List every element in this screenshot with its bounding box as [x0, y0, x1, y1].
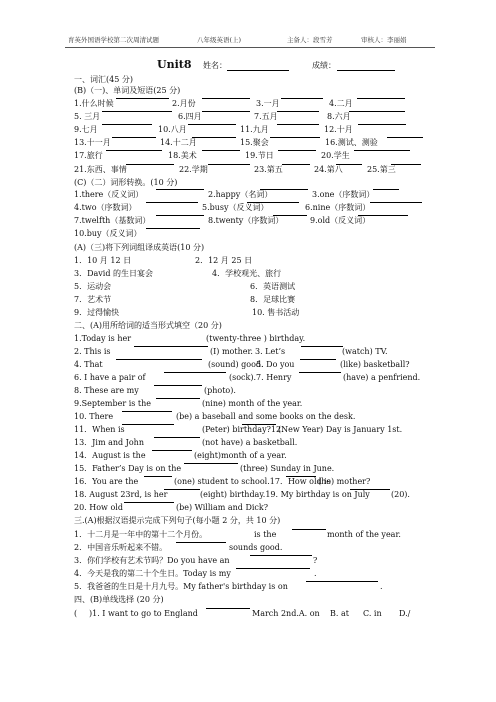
exam-line [74, 437, 434, 449]
line-text: 1．十二月是一年中的第十二个月份。 [74, 530, 208, 539]
line-text: ( [74, 609, 78, 618]
line-text: 4．今天是我的第二十个生日。Today is my [74, 569, 231, 578]
line-text: 6. I have a pair of [74, 373, 146, 382]
line-text: (nine) month of the year. [202, 399, 303, 408]
line-text: 8．足球比赛 [250, 295, 296, 304]
exam-line [74, 150, 434, 162]
line-text: (sock).7. Henry [229, 373, 292, 382]
line-text: (eight) birthday.19. My birthday is on July [200, 490, 370, 499]
answer-blank[interactable] [250, 555, 312, 556]
line-text: sounds good. [229, 543, 283, 552]
answer-blank[interactable] [124, 502, 174, 503]
line-text: 4. That [74, 360, 103, 369]
line-text: (photo). [204, 386, 236, 395]
line-text: is the [254, 530, 277, 539]
line-text: )1. I want to go to England [89, 609, 198, 618]
answer-blank[interactable] [102, 124, 152, 125]
exam-line [74, 385, 434, 397]
exam-line [74, 294, 434, 306]
answer-blank[interactable] [336, 164, 362, 165]
line-text: 2.月份 [172, 99, 196, 108]
line-text: . [380, 582, 383, 591]
exam-line [74, 98, 434, 110]
answer-blank[interactable] [126, 164, 174, 165]
line-text: 14．August is the [74, 451, 146, 460]
exam-line [74, 555, 434, 567]
exam-line [74, 476, 434, 488]
line-text: 9.old（反义词） [310, 216, 371, 225]
answer-blank[interactable] [358, 124, 406, 125]
line-text: (three) Sunday in June. [240, 464, 335, 473]
line-text: B. at [330, 609, 349, 618]
line-text: (one) student to school.17．How old is [174, 477, 331, 486]
answer-blank[interactable] [281, 98, 323, 99]
answer-blank[interactable] [146, 228, 200, 229]
exam-line [74, 215, 434, 227]
answer-blank[interactable] [306, 581, 378, 582]
answer-blank[interactable] [202, 150, 240, 151]
exam-line [74, 242, 434, 254]
line-text: 5. Do you [256, 360, 295, 369]
line-text: 18. August 23rd, is her [74, 490, 168, 499]
line-text: 23.第五 [254, 165, 283, 174]
exam-line [74, 398, 434, 410]
exam-line [74, 333, 434, 345]
score-blank[interactable] [337, 70, 395, 71]
exam-line [74, 529, 434, 541]
line-text: (not have) a basketball. [202, 438, 298, 447]
header-school: 育英外国语学校第二次周清试题 [68, 36, 159, 44]
exam-line [74, 450, 434, 462]
line-text: 11.九月 [240, 125, 269, 134]
exam-line [74, 515, 434, 527]
line-text: . [314, 569, 317, 578]
line-text: 5．运动会 [74, 282, 112, 291]
line-text: 5.busy（反义词） [202, 203, 269, 212]
line-text: 3. Let’s [255, 347, 286, 356]
line-text: 7．艺术节 [74, 295, 112, 304]
line-text: (Peter) birthday?12. [202, 425, 284, 434]
answer-blank[interactable] [116, 359, 202, 360]
line-text: (eight)month of a year. [194, 451, 287, 460]
line-text: 19.节日 [245, 151, 274, 160]
answer-blank[interactable] [192, 137, 236, 138]
line-text: 3．David 的生日宴会 [74, 269, 154, 278]
line-text: 4．学校观光、旅行 [212, 269, 282, 278]
exam-line [74, 568, 434, 580]
exam-line [74, 228, 434, 240]
line-text: 9.September is the [74, 399, 152, 408]
exam-line [74, 542, 434, 554]
line-text: 2. This is [74, 347, 111, 356]
line-text: (B)（一)、单词及短语(25 分) [74, 86, 181, 95]
answer-blank[interactable] [391, 164, 421, 165]
exam-line [74, 608, 434, 620]
line-text: (he) mother? [318, 477, 371, 486]
answer-blank[interactable] [300, 359, 336, 360]
line-text: 11．When is [74, 425, 125, 434]
line-text: 13.十一月 [74, 138, 111, 147]
answer-blank[interactable] [106, 150, 162, 151]
answer-blank[interactable] [270, 137, 320, 138]
answer-blank[interactable] [202, 98, 250, 99]
line-text: 3.one（序数词） [312, 190, 375, 199]
answer-blank[interactable] [152, 450, 192, 451]
line-text: 2.happy（名词） [208, 190, 273, 199]
answer-blank[interactable] [292, 529, 326, 530]
line-text: 13．Jim and John [74, 438, 144, 447]
answer-blank[interactable] [242, 424, 276, 425]
exam-line [74, 164, 434, 176]
line-text: 1.什么时候 [74, 99, 114, 108]
header-author: 主备人：段雪芳 [287, 36, 333, 44]
line-text: 一、词汇(45 分) [74, 75, 133, 84]
answer-blank[interactable] [349, 111, 405, 112]
answer-blank[interactable] [387, 137, 423, 138]
answer-blank[interactable] [102, 111, 172, 112]
exam-line [74, 307, 434, 319]
line-text: 18.美术 [168, 151, 197, 160]
line-text: month of the year. [327, 530, 401, 539]
answer-blank[interactable] [156, 189, 204, 190]
answer-blank[interactable] [202, 111, 250, 112]
answer-blank[interactable] [208, 164, 250, 165]
answer-blank[interactable] [156, 215, 204, 216]
answer-blank[interactable] [370, 202, 422, 203]
line-text: 7.twelfth（基数词） [74, 216, 151, 225]
answer-blank[interactable] [286, 476, 316, 477]
line-text: (New Year) Day is January 1st. [278, 425, 403, 434]
answer-blank[interactable] [164, 372, 226, 373]
line-text: 24.第八 [314, 165, 343, 174]
line-text: 9.七月 [74, 125, 98, 134]
exam-line [74, 320, 434, 332]
header-rule [65, 47, 435, 48]
answer-blank[interactable] [260, 189, 308, 190]
exam-line [74, 255, 434, 267]
line-text: 15.聚会 [240, 138, 269, 147]
line-text: 7.五月 [254, 112, 278, 121]
line-text: 5. 三月 [74, 112, 101, 121]
exam-line [74, 124, 434, 136]
answer-blank[interactable] [122, 424, 174, 425]
line-text: 10. There [74, 412, 114, 421]
line-text: 1.there（反义词） [74, 190, 144, 199]
answer-blank[interactable] [134, 346, 208, 347]
line-text: (C)（二）词形转换。(10 分) [74, 178, 178, 187]
line-text: March 2nd.A. on [252, 609, 320, 618]
line-text: 8. These are my [74, 386, 139, 395]
line-text: (like) basketball? [340, 360, 410, 369]
line-text: (have) a penfriend. [343, 373, 421, 382]
line-text: 10.buy（反义词） [74, 229, 142, 238]
exam-line [74, 137, 434, 149]
exam-line [74, 281, 434, 293]
answer-blank[interactable] [144, 476, 172, 477]
line-text: 4.二月 [329, 99, 353, 108]
line-text: 6.nine（序数词） [305, 203, 371, 212]
answer-blank[interactable] [299, 372, 341, 373]
line-text: (be) William and Dick? [176, 503, 269, 512]
header-grade: 八年级英语(上) [197, 36, 242, 44]
line-text: D./ [399, 609, 411, 618]
exam-line [74, 346, 434, 358]
line-text: 6.四月 [178, 112, 202, 121]
line-text: 三.(A)根据汉语提示完成下列句子(每小题 2 分，共 10 分) [74, 516, 281, 525]
line-text: 15．Father’s Day is on the [74, 464, 182, 473]
exam-line [74, 85, 434, 97]
answer-blank[interactable] [354, 150, 410, 151]
exam-line [74, 424, 434, 436]
line-text: 1.Today is her [74, 334, 132, 343]
line-text: 20. How old [74, 503, 123, 512]
line-text: 2．中国音乐听起来不错。 [74, 543, 168, 552]
exam-line [74, 489, 434, 501]
line-text: 二、(A)用所给词的适当形式填空（20 分) [74, 321, 222, 330]
answer-blank[interactable] [373, 189, 399, 190]
line-text: 8.twenty（序数词） [208, 216, 284, 225]
unit-title: Unit8 [157, 58, 192, 71]
answer-blank[interactable] [247, 202, 299, 203]
line-text: 16．You are the [74, 477, 139, 486]
exam-line [74, 411, 434, 423]
exam-line [74, 502, 434, 514]
exam-line [74, 594, 434, 606]
answer-blank[interactable] [188, 124, 236, 125]
answer-blank[interactable] [116, 98, 169, 99]
line-text: 9．过得愉快 [74, 308, 120, 317]
line-text: 21.东西、事情 [74, 165, 127, 174]
line-text: (sound) good. [208, 360, 264, 369]
line-text: 2．12 月 25 日 [195, 256, 253, 265]
line-text: 20.学生 [321, 151, 350, 160]
exam-line [74, 463, 434, 475]
answer-blank[interactable] [122, 411, 172, 412]
line-text: C. in [363, 609, 382, 618]
line-text: 16.测试、测验 [325, 138, 378, 147]
answer-blank[interactable] [278, 150, 316, 151]
answer-blank[interactable] [156, 398, 200, 399]
line-text: 四、(B)单线选择 (20 分) [74, 595, 164, 604]
answer-blank[interactable] [146, 202, 198, 203]
exam-line [74, 268, 434, 280]
answer-blank[interactable] [277, 111, 319, 112]
line-text: ? [313, 556, 318, 565]
line-text: 3.一月 [256, 99, 280, 108]
exam-line [74, 189, 434, 201]
exam-line [74, 359, 434, 371]
answer-blank[interactable] [358, 215, 408, 216]
line-text: (twenty-three ) birthday. [206, 334, 306, 343]
exam-line [74, 202, 434, 214]
line-text: 25.第三 [367, 165, 396, 174]
answer-blank[interactable] [184, 463, 238, 464]
line-text: 10.八月 [158, 125, 187, 134]
answer-blank[interactable] [154, 385, 202, 386]
answer-blank[interactable] [273, 215, 307, 216]
answer-blank[interactable] [206, 608, 250, 609]
score-label: 成绩： [312, 61, 336, 70]
line-text: 4.two（序数词） [74, 203, 137, 212]
answer-blank[interactable] [176, 542, 226, 543]
answer-blank[interactable] [357, 98, 405, 99]
exam-line [74, 372, 434, 384]
line-text: 17.旅行 [74, 151, 103, 160]
exam-line [74, 581, 434, 593]
answer-blank[interactable] [301, 346, 343, 347]
line-text: (I) mother. [210, 347, 253, 356]
line-text: 10. 售书活动 [252, 308, 300, 317]
line-text: (watch) TV. [342, 347, 388, 356]
line-text: (be) a baseball and some books on the desk. [176, 412, 356, 421]
line-text: 5．我爸爸的生日是十月九号。My father's birthday is on [74, 582, 288, 591]
header-reviewer: 审核人：李丽娟 [361, 36, 407, 44]
answer-blank[interactable] [236, 568, 310, 569]
line-text: 8.六月 [327, 112, 351, 121]
line-text: 22.学期 [179, 165, 208, 174]
name-blank[interactable] [227, 70, 289, 71]
line-text: 6．英语测试 [250, 282, 296, 291]
answer-blank[interactable] [154, 437, 200, 438]
exam-line [74, 111, 434, 123]
answer-blank[interactable] [277, 124, 319, 125]
line-text: (20). [391, 490, 410, 499]
line-text: 12.十月 [324, 125, 353, 134]
line-text: 3．你们学校有艺术节吗？Do you have an [74, 556, 230, 565]
line-text: 1．10 月 12 日 [74, 256, 132, 265]
answer-blank[interactable] [164, 489, 200, 490]
line-text: 14.十二月 [160, 138, 197, 147]
answer-blank[interactable] [112, 137, 156, 138]
answer-blank[interactable] [350, 489, 390, 490]
line-text: (A)（三)将下列词组译成英语(10 分) [74, 243, 205, 252]
answer-blank[interactable] [282, 164, 310, 165]
exam-line [74, 177, 434, 189]
name-label: 姓名： [203, 61, 227, 70]
